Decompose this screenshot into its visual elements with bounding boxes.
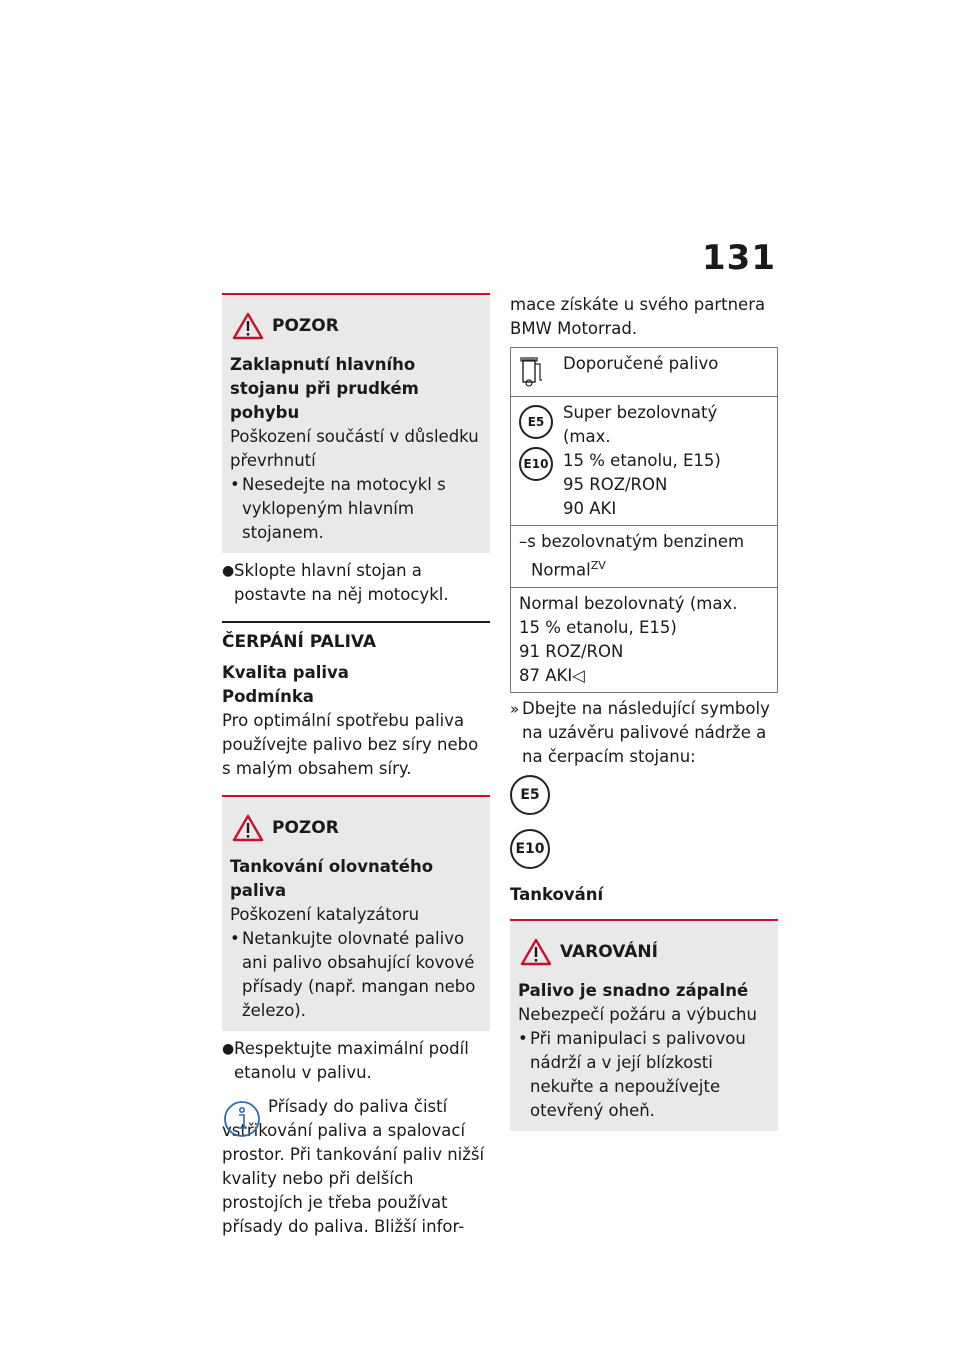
warning-box-fuel (510, 919, 778, 1131)
fuel-table-row: Normal bezolovnatý (max. 15 % etanolu, E15) 91 ROZ/RON 87 AKI◁ (511, 587, 777, 692)
page-number: 131 (702, 238, 776, 278)
caution-bullet: • Netankujte olovnaté palivo ani palivo obsahující kovové přísady (např. mangan nebo železo). (230, 929, 476, 1020)
caution-label: POZOR (272, 818, 339, 838)
section-divider (222, 621, 490, 623)
warning-heading: Palivo je snadno zápalné (518, 980, 749, 1000)
info-text-continued: mace získáte u svého partnera BMW Motorrad. (510, 295, 766, 338)
e5-badge-icon: E5 (510, 775, 550, 815)
warning-label: VAROVÁNÍ (560, 941, 658, 962)
warning-triangle-icon (232, 814, 264, 842)
note-step: » Dbejte na následující symboly na uzávěru palivové nádrže a na čerpacím stojanu: (510, 698, 770, 766)
condition-label: Podmínka (222, 687, 314, 706)
right-column (510, 293, 778, 1137)
section-title: ČERPÁNÍ PALIVA (222, 632, 377, 652)
warning-bullet: • Při manipulaci s palivovou nádrží a v její blízkosti nekuřte a nepoužívejte otevřený oheň. (518, 1028, 746, 1120)
fuel-table-row: –s bezolovnatým benzinem Normal$^{ZV}$ (511, 525, 777, 587)
e10-badge-icon: E10 (510, 829, 550, 869)
subsection-title: Tankování (510, 884, 604, 904)
caution-cause: Poškození katalyzátoru (230, 905, 420, 924)
action-step: ● Respektujte maximální podíl etanolu v palivu. (222, 1039, 469, 1082)
fuel-table-header (511, 348, 777, 396)
warning-triangle-icon (520, 938, 552, 966)
caution-header (230, 811, 482, 845)
caution-box-leaded (222, 795, 490, 1031)
caution-heading: Tankování olovnatého paliva (230, 857, 434, 900)
warning-cause: Nebezpečí požáru a výbuchu (518, 1004, 757, 1024)
left-column (222, 293, 490, 1239)
fuel-table-header-text: Doporučené palivo (563, 354, 719, 373)
caution-bullet: • Nesedejte na motocykl s vyklopeným hlavním stojanem. (230, 475, 446, 542)
caution-cause: Poškození součástí v důsledku převrhnutí (230, 427, 479, 470)
condition-text: Pro optimální spotřebu paliva používejte palivo bez síry nebo s malým obsahem síry. (222, 711, 479, 778)
caution-header (230, 309, 482, 343)
e10-badge-icon: E10 (519, 447, 553, 481)
fuel-table-row: E5 E10 Super bezolovnatý (max. 15 % etanolu, E15) 95 ROZ/RON 90 AKI (511, 396, 777, 525)
e5-badge-icon: E5 (519, 405, 553, 439)
action-step: ● Sklopte hlavní stojan a postavte na něj motocykl. (222, 561, 449, 604)
caution-heading: Zaklapnutí hlavního stojanu při prudkém pohybu (230, 355, 419, 422)
fuel-pump-icon (519, 352, 545, 388)
caution-box-stand (222, 293, 490, 553)
caution-label: POZOR (272, 316, 339, 336)
fuel-table (510, 347, 778, 693)
info-text: Přísady do paliva čistí vstřikování paliva a spalovací prostor. Při tankování paliv nižší kvality nebo při delších prostojích je třeba používat přísady do paliva. Bližší infor- (222, 1097, 485, 1236)
info-note (222, 1095, 490, 1239)
subsection-title: Kvalita paliva (222, 663, 349, 682)
info-icon (222, 1099, 262, 1139)
warning-triangle-icon (232, 312, 264, 340)
warning-header (518, 935, 770, 969)
